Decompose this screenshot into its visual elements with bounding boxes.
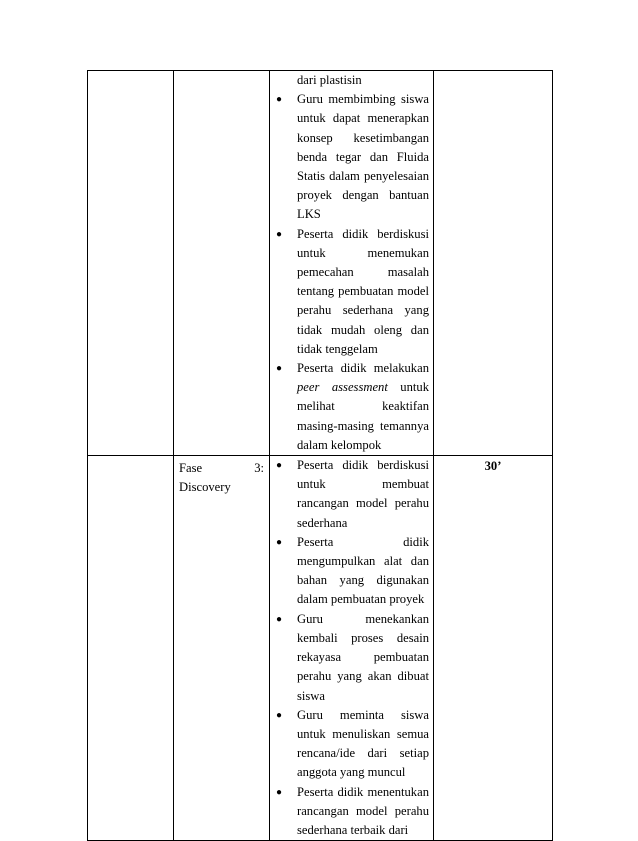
activity-text-line: masing-masing temannya bbox=[297, 418, 429, 433]
time-value: 30’ bbox=[484, 459, 502, 474]
activity-text-line: rekayasa pembuatan bbox=[297, 650, 429, 665]
list-item bbox=[270, 610, 429, 706]
activity-text-line: peer assessment untuk bbox=[297, 380, 429, 395]
activity-text-line: benda tegar dan Fluida bbox=[297, 149, 429, 164]
activity-text-line: perahu yang akan dibuat bbox=[297, 669, 429, 684]
list-item bbox=[270, 359, 429, 455]
cell-empty bbox=[88, 71, 174, 456]
activity-text-line: bahan yang digunakan bbox=[297, 573, 429, 588]
phase-cell bbox=[174, 71, 270, 456]
activity-list bbox=[270, 71, 433, 455]
list-item bbox=[270, 456, 429, 533]
list-item bbox=[270, 533, 429, 610]
phase-cell bbox=[174, 456, 270, 841]
activity-text-line: Peserta didik berdiskusi bbox=[297, 226, 429, 241]
bullet-icon: ● bbox=[276, 94, 283, 106]
activity-text-line: proyek dengan bantuan bbox=[297, 188, 429, 203]
activity-text-line: untuk menemukan bbox=[297, 245, 429, 260]
list-item bbox=[270, 71, 429, 90]
activities-cell bbox=[270, 71, 434, 456]
activity-text-line: dari plastisin bbox=[297, 73, 362, 87]
phase-label: Fase bbox=[179, 461, 203, 476]
bullet-icon: ● bbox=[276, 613, 283, 625]
bullet-icon: ● bbox=[276, 363, 283, 375]
activity-text-line: siswa bbox=[297, 688, 325, 703]
activity-text-line: LKS bbox=[297, 207, 321, 222]
activity-text-line: sederhana terbaik dari bbox=[297, 822, 409, 837]
list-item bbox=[270, 225, 429, 359]
activity-text-line: untuk menuliskan semua bbox=[297, 726, 429, 741]
activity-text-line: tidak tenggelam bbox=[297, 341, 378, 356]
activity-text-line: untuk membuat bbox=[297, 477, 429, 492]
activity-text-line: rencana/ide dari setiap bbox=[297, 746, 429, 761]
list-item bbox=[270, 90, 429, 224]
activity-text-line: Peserta didik menentukan bbox=[297, 784, 429, 799]
activity-text-line: dalam pembuatan proyek bbox=[297, 592, 425, 607]
activity-text-line: tidak mudah oleng dan bbox=[297, 322, 429, 337]
bullet-icon: ● bbox=[276, 786, 283, 798]
activity-text-line: anggota yang muncul bbox=[297, 765, 406, 780]
list-item bbox=[270, 783, 429, 841]
phase-name: Discovery bbox=[179, 480, 231, 495]
activity-text-line: mengumpulkan alat dan bbox=[297, 554, 429, 569]
lesson-plan-table bbox=[87, 70, 553, 841]
bullet-icon: ● bbox=[276, 709, 283, 721]
activity-text-line: Peserta didik melakukan bbox=[297, 361, 429, 376]
time-cell bbox=[434, 456, 553, 841]
activity-text-line: Peserta didik berdiskusi bbox=[297, 458, 429, 473]
table-row bbox=[88, 456, 553, 841]
table-row bbox=[88, 71, 553, 456]
activity-text-line: dalam kelompok bbox=[297, 437, 382, 452]
activity-text-line: melihat keaktifan bbox=[297, 399, 429, 414]
activity-text-line: untuk dapat menerapkan bbox=[297, 111, 429, 126]
bullet-icon: ● bbox=[276, 228, 283, 240]
activity-text-line: Guru meminta siswa bbox=[297, 707, 429, 722]
activities-cell bbox=[270, 456, 434, 841]
activity-text-line: Guru membimbing siswa bbox=[297, 92, 429, 107]
activity-text-line: kembali proses desain bbox=[297, 630, 429, 645]
bullet-icon: ● bbox=[276, 460, 283, 472]
cell-empty bbox=[88, 456, 174, 841]
activity-text-line: Peserta didik bbox=[297, 534, 429, 549]
activity-text-line: pemecahan masalah bbox=[297, 265, 429, 280]
bullet-icon: ● bbox=[276, 536, 283, 548]
activity-list bbox=[270, 456, 433, 840]
phase-number: 3: bbox=[254, 461, 264, 476]
activity-text-line: rancangan model perahu bbox=[297, 496, 429, 511]
activity-text-line: Guru menekankan bbox=[297, 611, 429, 626]
time-cell bbox=[434, 71, 553, 456]
activity-text-line: rancangan model perahu bbox=[297, 803, 429, 818]
activity-text-line: perahu sederhana yang bbox=[297, 303, 429, 318]
list-item bbox=[270, 706, 429, 783]
activity-text-line: Statis dalam penyelesaian bbox=[297, 169, 429, 184]
activity-text-line: konsep kesetimbangan bbox=[297, 130, 429, 145]
activity-text-line: sederhana bbox=[297, 515, 348, 530]
activity-text-line: tentang pembuatan model bbox=[297, 284, 429, 299]
